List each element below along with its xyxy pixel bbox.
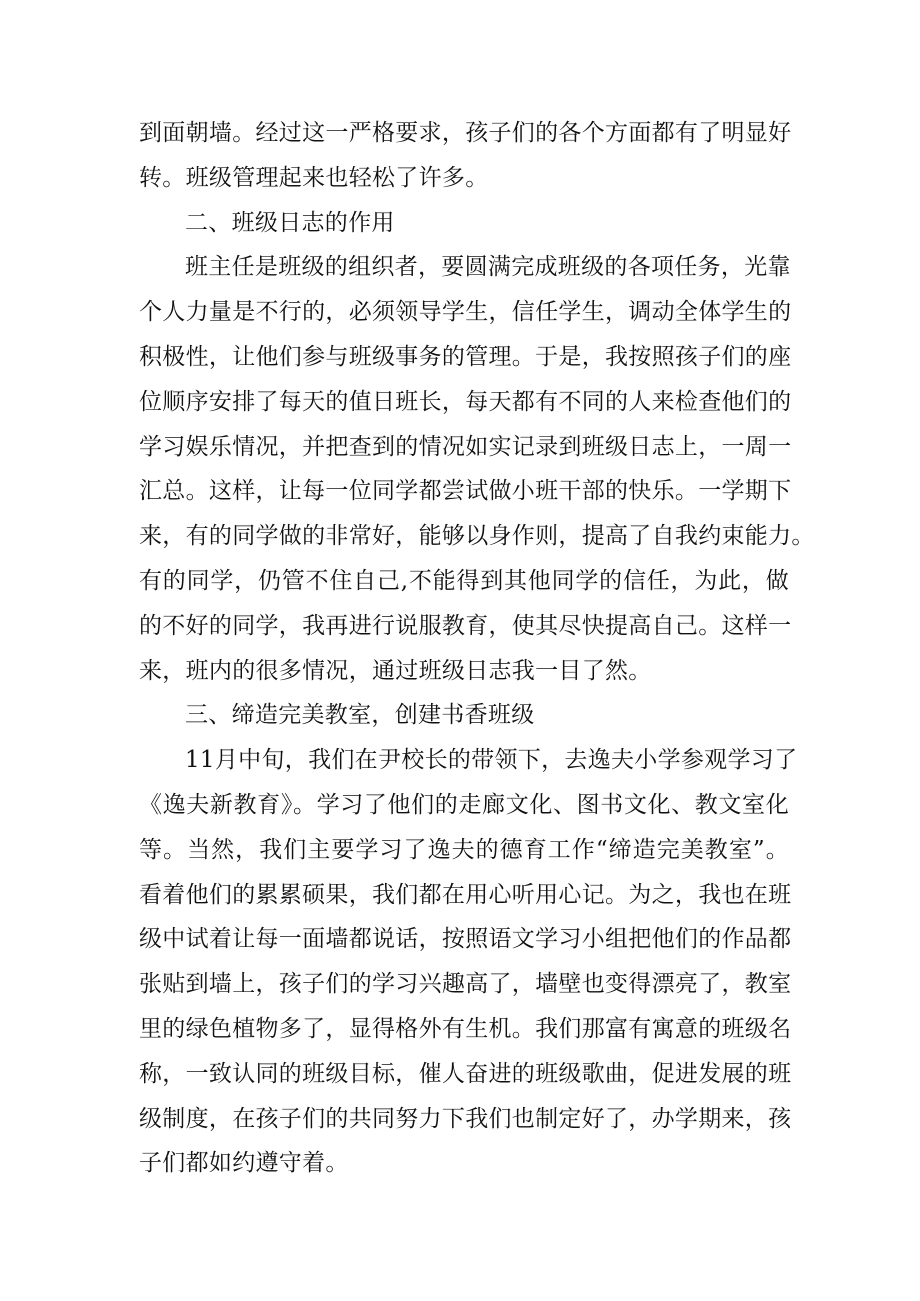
text-line: 到面朝墙。经过这一严格要求，孩子们的各个方面都有了明显好 (139, 120, 792, 146)
text-line: 位顺序安排了每天的值日班长，每天都有不同的人来检查他们的 (139, 388, 792, 415)
text-line: 来，有的同学做的非常好，能够以身作则，提高了自我约束能力。 (139, 523, 815, 550)
text-line: 班主任是班级的组织者，要圆满完成班级的各项任务，光靠 (185, 254, 791, 281)
text-line: 个人力量是不行的，必须领导学生，信任学生，调动全体学生的 (139, 299, 792, 326)
text-line: 来，班内的很多情况，通过班级日志我一目了然。 (139, 657, 652, 684)
text-line: 学习娱乐情况，并把查到的情况如实记录到班级日志上，一周一 (139, 433, 792, 460)
text-line: 张贴到墙上，孩子们的学习兴趣高了，墙壁也变得漂亮了，教室 (139, 971, 792, 998)
section-heading-2: 二、班级日志的作用 (185, 209, 395, 236)
text-line: 看着他们的累累硕果，我们都在用心听用心记。为之，我也在班 (139, 881, 792, 908)
text-line: 汇总。这样，让每一位同学都尝试做小班干部的快乐。一学期下 (139, 478, 792, 505)
text-line: 称，一致认同的班级目标，催人奋进的班级歌曲，促进发展的班 (139, 1060, 792, 1087)
text-line: 级中试着让每一面墙都说话，按照语文学习小组把他们的作品都 (139, 926, 792, 953)
text-line: 有的同学，仍管不住自己,不能得到其他同学的信任，为此，做 (139, 567, 789, 594)
text-line: 转。班级管理起来也轻松了许多。 (139, 164, 489, 191)
text-line: 子们都如约遵守着。 (139, 1150, 349, 1177)
text-line: 等。当然，我们主要学习了逸夫的德育工作“缔造完美教室”。 (139, 836, 789, 863)
text-line: 里的绿色植物多了，显得格外有生机。我们那富有寓意的班级名 (139, 1015, 792, 1042)
text-line: 级制度，在孩子们的共同努力下我们也制定好了，办学期来，孩 (139, 1105, 792, 1132)
text-line: 11月中旬，我们在尹校长的带领下，去逸夫小学参观学习了 (185, 747, 798, 774)
body-text (139, 111, 815, 1186)
section-heading-3: 三、缔造完美教室，创建书香班级 (185, 702, 535, 729)
text-line: 积极性，让他们参与班级事务的管理。于是，我按照孩子们的座 (139, 343, 792, 370)
text-line: 《逸夫新教育》。学习了他们的走廊文化、图书文化、教文室化 (139, 791, 789, 818)
text-line: 的不好的同学，我再进行说服教育，使其尽快提高自己。这样一 (139, 612, 792, 639)
